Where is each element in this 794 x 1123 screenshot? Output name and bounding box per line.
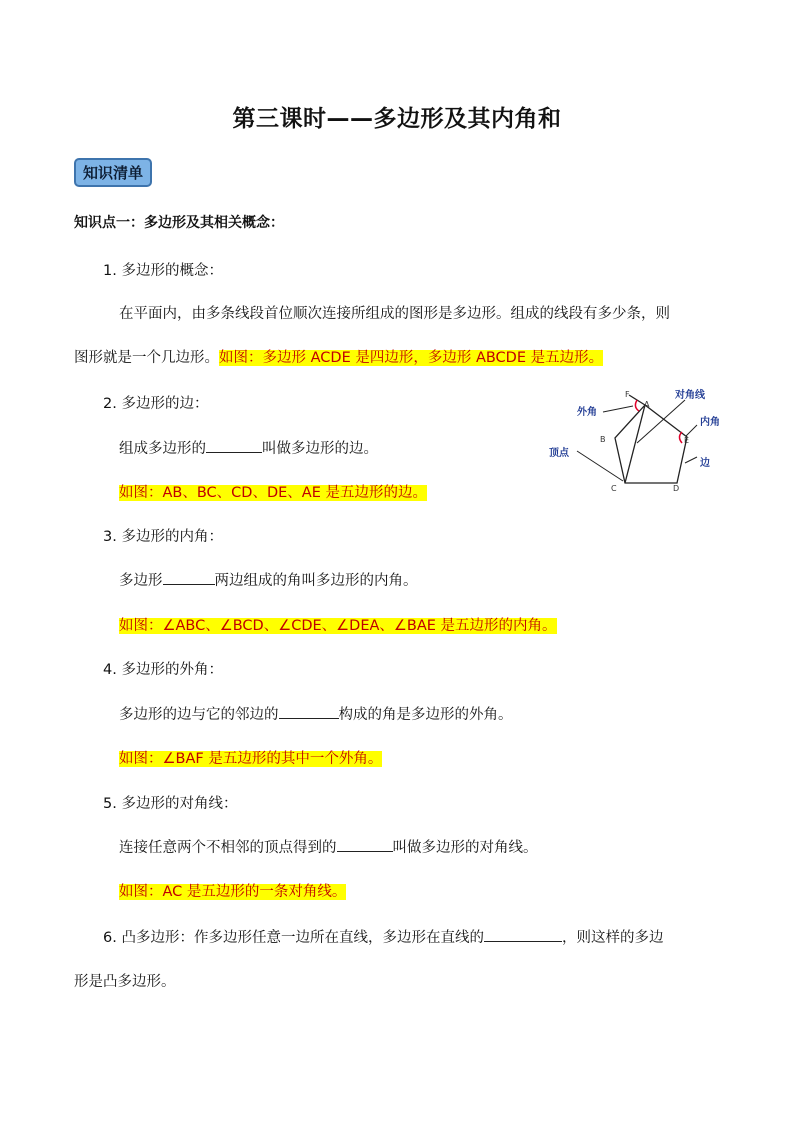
item-1-line-1: 在平面内，由多条线段首位顺次连接所组成的图形是多边形。组成的线段有多少条，则 <box>119 306 670 322</box>
exterior-angle-arc <box>635 400 639 411</box>
item-number: 1. <box>103 263 117 279</box>
vertex-arrow <box>577 451 623 481</box>
vertex-label-e: E <box>684 436 690 445</box>
fill-blank <box>484 929 562 942</box>
item-4-definition: 多边形的边与它的邻边的 构成的角是多边形的外角。 <box>119 707 513 723</box>
knowledge-point-heading: 知识点一：多边形及其相关概念： <box>74 215 284 231</box>
item-5-heading <box>103 792 237 813</box>
item-heading-text: 多边形的边： <box>121 396 209 412</box>
page-title: 第三课时——多边形及其内角和 <box>232 106 562 132</box>
fill-blank <box>337 839 393 852</box>
label-exterior-angle: 外角 <box>577 407 597 418</box>
item-4-example: 如图：∠BAF 是五边形的其中一个外角。 <box>119 751 383 767</box>
item-heading-text: 多边形的概念： <box>121 263 223 279</box>
vertex-label-c: C <box>611 484 617 493</box>
item-2-heading <box>103 392 208 413</box>
item-1-example: 如图：多边形 ACDE 是四边形，多边形 ABCDE 是五边形。 <box>219 350 604 366</box>
item-number: 4. <box>103 662 117 678</box>
item-6-line-1: 6. 凸多边形：作多边形任意一边所在直线，多边形在直线的 ，则这样的多边 <box>103 930 664 946</box>
item-4-heading <box>103 658 223 679</box>
item-number: 2. <box>103 396 117 412</box>
pentagon-shape <box>615 405 690 483</box>
vertex-label-d: D <box>673 484 680 493</box>
fill-blank <box>206 440 262 453</box>
item-5-example: 如图：AC 是五边形的一条对角线。 <box>119 884 347 900</box>
interior-angle-arrow <box>686 425 697 436</box>
item-6-line-2: 形是凸多边形。 <box>74 974 176 990</box>
item-3-definition: 多边形 两边组成的角叫多边形的内角。 <box>119 573 418 589</box>
item-heading-text: 多边形的内角： <box>121 529 223 545</box>
item-3-example: 如图：∠ABC、∠BCD、∠CDE、∠DEA、∠BAE 是五边形的内角。 <box>119 618 557 634</box>
item-1-plain-text: 图形就是一个几边形。 <box>74 350 219 366</box>
pentagon-diagram <box>545 385 745 497</box>
item-heading-text: 多边形的对角线： <box>121 796 238 812</box>
section-badge: 知识清单 <box>74 158 152 187</box>
label-vertex: 顶点 <box>549 448 569 459</box>
item-number: 3. <box>103 529 117 545</box>
item-number: 5. <box>103 796 117 812</box>
vertex-label-f: F <box>625 390 630 399</box>
vertex-label-a: A <box>644 400 650 409</box>
exterior-angle-arrow <box>603 406 633 412</box>
item-1-heading <box>103 259 223 280</box>
item-2-definition: 组成多边形的 叫做多边形的边。 <box>119 441 378 457</box>
fill-blank <box>279 706 339 719</box>
vertex-label-b: B <box>600 435 606 444</box>
label-diagonal: 对角线 <box>675 390 705 401</box>
fill-blank <box>163 572 215 585</box>
item-1-line-2 <box>74 346 603 367</box>
item-5-definition: 连接任意两个不相邻的顶点得到的 叫做多边形的对角线。 <box>119 840 538 856</box>
item-2-example: 如图：AB、BC、CD、DE、AE 是五边形的边。 <box>119 485 427 501</box>
item-heading-text: 多边形的外角： <box>121 662 223 678</box>
side-arrow <box>685 457 697 463</box>
item-number: 6. <box>103 930 117 946</box>
label-interior-angle: 内角 <box>700 417 720 428</box>
item-3-heading <box>103 525 223 546</box>
label-side: 边 <box>700 458 710 469</box>
